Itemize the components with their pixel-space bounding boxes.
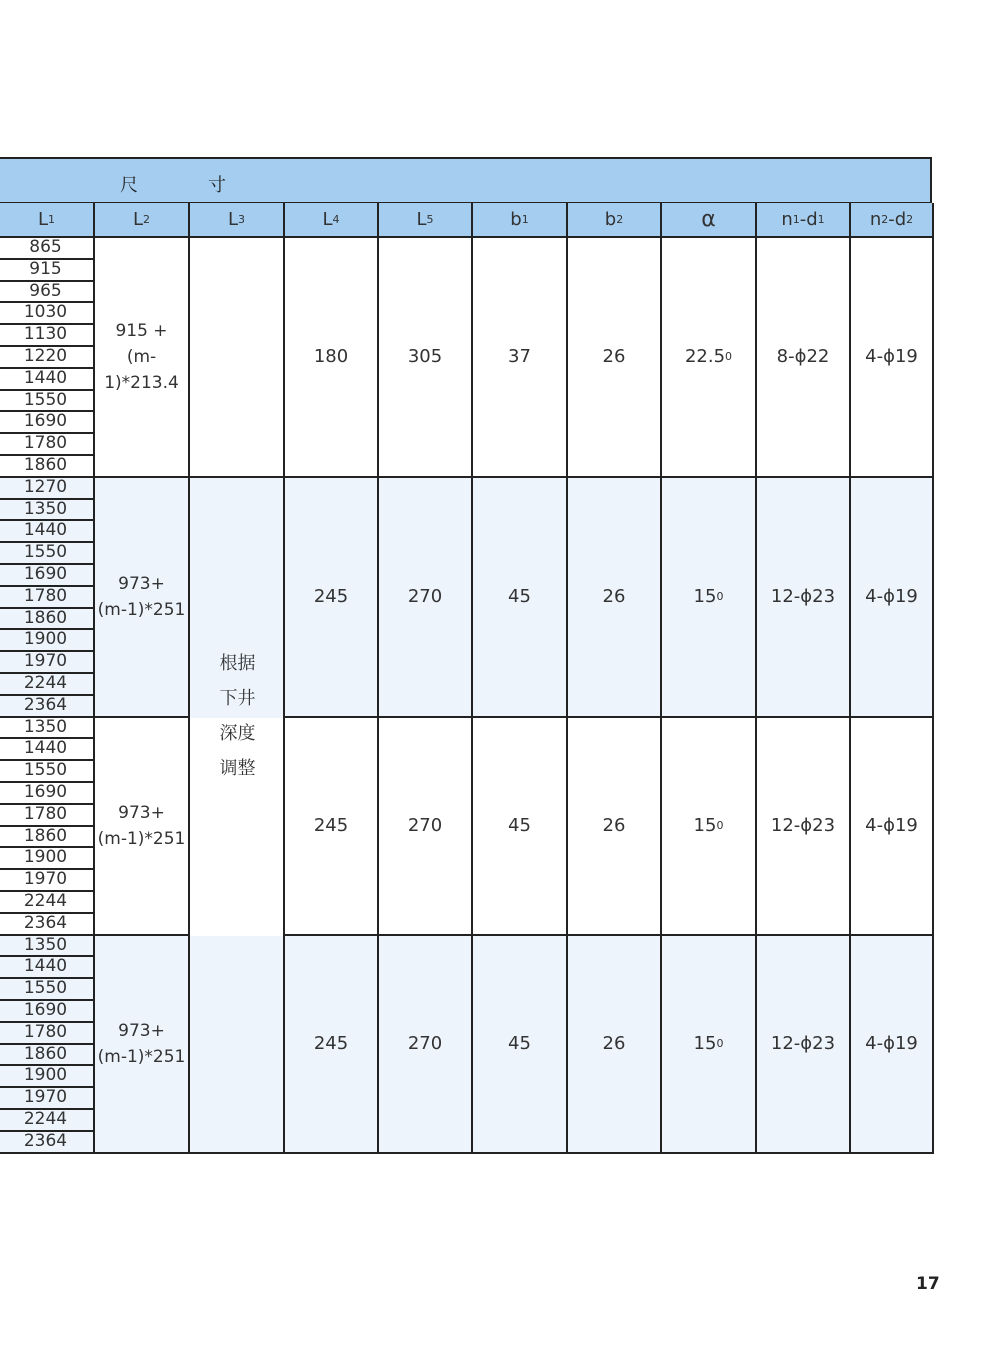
header-l1: L 1 bbox=[0, 203, 95, 238]
l1-cell: 2364 bbox=[0, 696, 95, 718]
b2-cell: 26 bbox=[568, 478, 662, 718]
l1-cell: 1690 bbox=[0, 783, 95, 805]
header-b2: b 2 bbox=[568, 203, 662, 238]
alpha-cell: 15 0 bbox=[662, 718, 757, 936]
l1-cell: 1130 bbox=[0, 325, 95, 347]
b1-cell: 37 bbox=[473, 238, 568, 478]
l1-cell: 1550 bbox=[0, 761, 95, 783]
title-char-1: 尺 bbox=[120, 175, 138, 196]
l1-cell: 1860 bbox=[0, 827, 95, 849]
l1-cell: 1860 bbox=[0, 1045, 95, 1067]
n2-d2-cell: 4-ϕ19 bbox=[851, 718, 934, 936]
l1-cell: 2244 bbox=[0, 674, 95, 696]
alpha-cell: 22.5 0 bbox=[662, 238, 757, 478]
l1-cell: 2364 bbox=[0, 914, 95, 936]
l1-cell: 1860 bbox=[0, 456, 95, 478]
l1-cell: 1350 bbox=[0, 500, 95, 522]
l2-cell: 973+ (m-1)*251 bbox=[95, 718, 190, 936]
l1-cell: 1900 bbox=[0, 848, 95, 870]
header-: α bbox=[662, 203, 757, 238]
table-title-bar bbox=[0, 157, 932, 203]
n1-d1-cell: 12-ϕ23 bbox=[757, 718, 851, 936]
l4-cell: 180 bbox=[285, 238, 379, 478]
l1-cell: 1440 bbox=[0, 957, 95, 979]
b1-cell: 45 bbox=[473, 936, 568, 1154]
l1-cell: 1780 bbox=[0, 434, 95, 456]
l1-cell: 1780 bbox=[0, 805, 95, 827]
l1-cell: 1690 bbox=[0, 1001, 95, 1023]
l1-cell: 1970 bbox=[0, 870, 95, 892]
l5-cell: 270 bbox=[379, 478, 473, 718]
l1-cell: 1780 bbox=[0, 1023, 95, 1045]
l1-cell: 1440 bbox=[0, 521, 95, 543]
b1-cell: 45 bbox=[473, 718, 568, 936]
n1-d1-cell: 12-ϕ23 bbox=[757, 936, 851, 1154]
l5-cell: 305 bbox=[379, 238, 473, 478]
l1-cell: 1690 bbox=[0, 412, 95, 434]
l1-cell: 1440 bbox=[0, 369, 95, 391]
n2-d2-cell: 4-ϕ19 bbox=[851, 478, 934, 718]
l1-cell: 1440 bbox=[0, 739, 95, 761]
header-b1: b 1 bbox=[473, 203, 568, 238]
l5-cell: 270 bbox=[379, 718, 473, 936]
l1-cell: 1350 bbox=[0, 718, 95, 740]
alpha-cell: 15 0 bbox=[662, 478, 757, 718]
header-n2-d2: n 2 -d 2 bbox=[851, 203, 934, 238]
l4-cell: 245 bbox=[285, 478, 379, 718]
page-number: 17 bbox=[916, 1274, 940, 1294]
n1-d1-cell: 8-ϕ22 bbox=[757, 238, 851, 478]
b1-cell: 45 bbox=[473, 478, 568, 718]
header-l4: L 4 bbox=[285, 203, 379, 238]
l2-cell: 973+ (m-1)*251 bbox=[95, 936, 190, 1154]
l1-cell: 2244 bbox=[0, 1110, 95, 1132]
n2-d2-cell: 4-ϕ19 bbox=[851, 238, 934, 478]
l1-cell: 1550 bbox=[0, 391, 95, 413]
l1-cell: 1270 bbox=[0, 478, 95, 500]
l3-note: 根据 下井 深度 调整 bbox=[219, 652, 256, 779]
l1-cell: 1550 bbox=[0, 979, 95, 1001]
l5-cell: 270 bbox=[379, 936, 473, 1154]
l1-cell: 1860 bbox=[0, 609, 95, 631]
l4-cell: 245 bbox=[285, 936, 379, 1154]
l2-cell: 973+ (m-1)*251 bbox=[95, 478, 190, 718]
l1-cell: 2364 bbox=[0, 1132, 95, 1154]
title-char-2: 寸 bbox=[208, 175, 226, 196]
alpha-cell: 15 0 bbox=[662, 936, 757, 1154]
l1-cell: 965 bbox=[0, 282, 95, 304]
l1-cell: 1970 bbox=[0, 652, 95, 674]
l4-cell: 245 bbox=[285, 718, 379, 936]
header-l3: L 3 bbox=[190, 203, 285, 238]
l1-cell: 1970 bbox=[0, 1088, 95, 1110]
l3-cell bbox=[190, 936, 285, 1154]
l1-cell: 1690 bbox=[0, 565, 95, 587]
l1-cell: 1780 bbox=[0, 587, 95, 609]
l1-cell: 2244 bbox=[0, 892, 95, 914]
l1-cell: 1900 bbox=[0, 1066, 95, 1088]
l1-cell: 865 bbox=[0, 238, 95, 260]
b2-cell: 26 bbox=[568, 718, 662, 936]
header-l5: L 5 bbox=[379, 203, 473, 238]
n2-d2-cell: 4-ϕ19 bbox=[851, 936, 934, 1154]
header-n1-d1: n 1 -d 1 bbox=[757, 203, 851, 238]
n1-d1-cell: 12-ϕ23 bbox=[757, 478, 851, 718]
l1-cell: 1900 bbox=[0, 630, 95, 652]
l1-cell: 1220 bbox=[0, 347, 95, 369]
l1-cell: 1030 bbox=[0, 303, 95, 325]
header-l2: L 2 bbox=[95, 203, 190, 238]
l1-cell: 915 bbox=[0, 260, 95, 282]
l2-cell: 915 + (m-1)*213.4 bbox=[95, 238, 190, 478]
b2-cell: 26 bbox=[568, 936, 662, 1154]
b2-cell: 26 bbox=[568, 238, 662, 478]
l1-cell: 1550 bbox=[0, 543, 95, 565]
l1-cell: 1350 bbox=[0, 936, 95, 958]
l3-cell bbox=[190, 238, 285, 478]
